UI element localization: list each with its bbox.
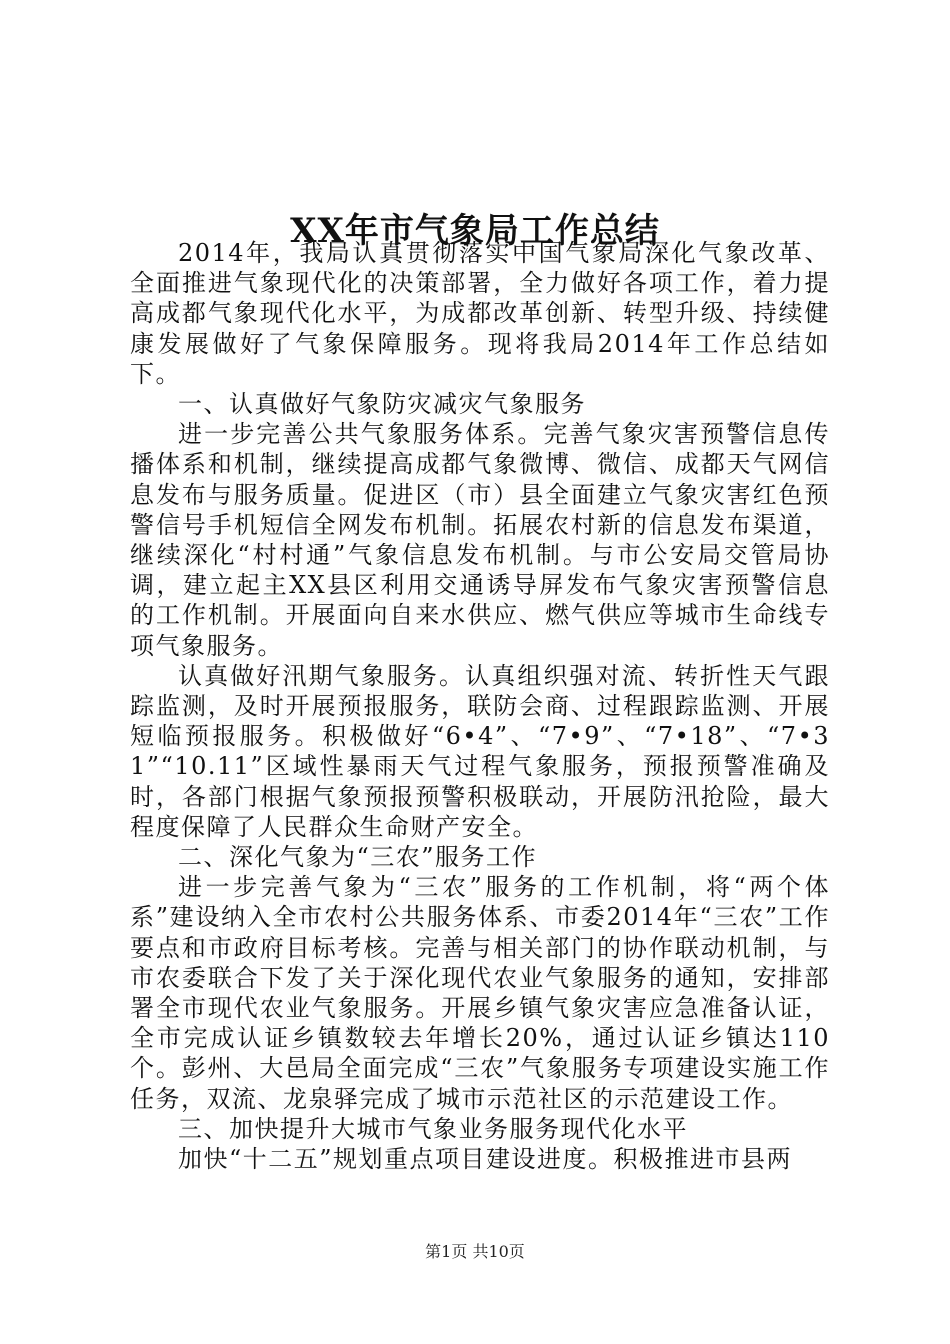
section-heading-3: 三、加快提升大城市气象业务服务现代化水平 xyxy=(178,1114,688,1143)
section-heading-2: 二、深化气象为“三农”服务工作 xyxy=(178,843,538,872)
body-paragraph: 进一步完善气象为“三农”服务的工作机制，将“两个体系”建设纳入全市农村公共服务体系、市委2014年“三农”工作要点和市政府目标考核。完善与相关部门的协作联动机制，与市农委联合下发了关于深化现代农业气象服务的通知，安排部署全市现代农业气象服务。开展乡镇气象灾害应急准备认证，全市完成认证乡镇数较去年增长20%，通过认证乡镇达110个。彭州、大邑局全面完成“三农”气象服务专项建设实施工作任务，双流、龙泉驿完成了城市示范社区的示范建设工作。 xyxy=(130,873,830,1113)
body-paragraph: 认真做好汛期气象服务。认真组织强对流、转折性天气跟踪监测，及时开展预报服务，联防会商、过程跟踪监测、开展短临预报服务。积极做好“6•4”、“7•9”、“7•18”、“7•31”“10.11”区域性暴雨天气过程气象服务，预报预警准确及时，各部门根据气象预报预警积极联动，开展防汛抢险，最大程度保障了人民群众生命财产安全。 xyxy=(130,661,830,841)
body-paragraph: 进一步完善公共气象服务体系。完善气象灾害预警信息传播体系和机制，继续提高成都气象微博、微信、成都天气网信息发布与服务质量。促进区（市）县全面建立气象灾害红色预警信号手机短信全网发布机制。拓展农村新的信息发布渠道，继续深化“村村通”气象信息发布机制。与市公安局交管局协调，建立起主XX县区利用交通诱导屏发布气象灾害预警信息的工作机制。开展面向自来水供应、燃气供应等城市生命线专项气象服务。 xyxy=(130,420,830,660)
document-body xyxy=(130,238,830,1174)
body-paragraph: 加快“十二五”规划重点项目建设进度。积极推进市县两 xyxy=(178,1145,793,1174)
section-heading-1: 一、认真做好气象防灾减灾气象服务 xyxy=(178,390,586,419)
page-footer: 第1页 共10页 xyxy=(425,1242,525,1261)
intro-paragraph: 2014年，我局认真贯彻落实中国气象局深化气象改革、全面推进气象现代化的决策部署，全力做好各项工作，着力提高成都气象现代化水平，为成都改革创新、转型升级、持续健康发展做好了气象保障服务。现将我局2014年工作总结如下。 xyxy=(130,239,830,388)
document-title: XX年市气象局工作总结 xyxy=(290,210,660,251)
